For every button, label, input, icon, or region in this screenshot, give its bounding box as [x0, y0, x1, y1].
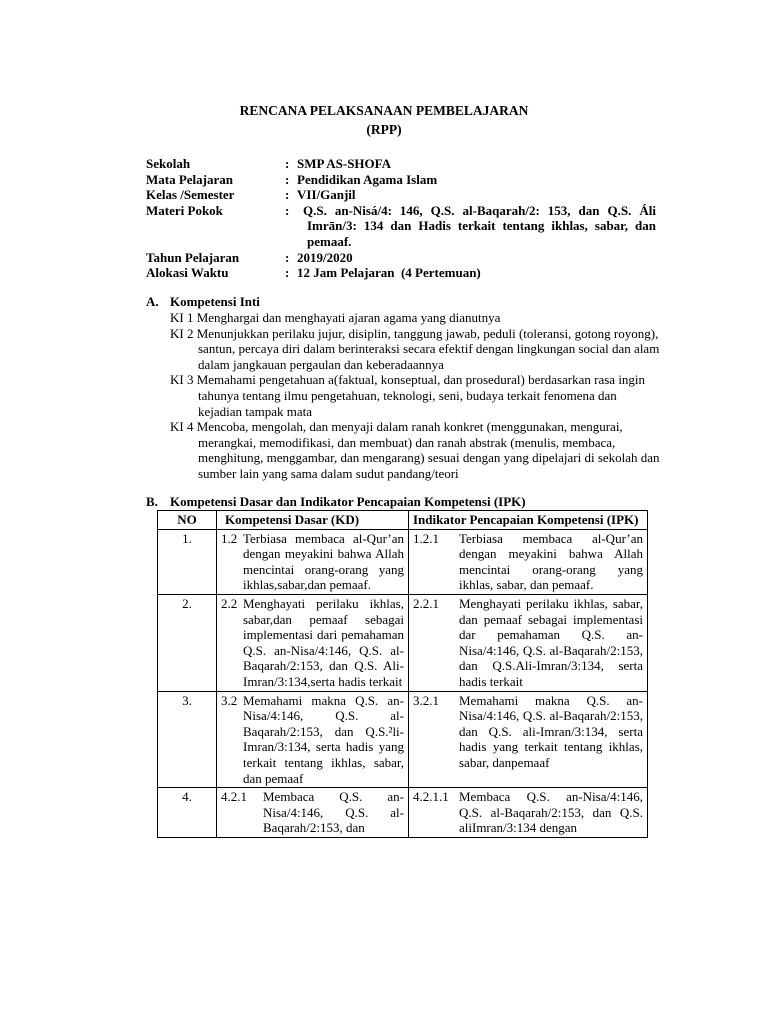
- row-number: 3.: [158, 691, 217, 788]
- ipk-number: 1.2.1: [413, 530, 439, 546]
- identity-label: Mata Pelajaran: [146, 171, 234, 187]
- competency-table: [157, 510, 648, 838]
- section-letter: B.: [146, 494, 158, 509]
- identity-block: [146, 156, 656, 281]
- kd-number: 3.2: [221, 692, 238, 708]
- identity-row-subject: [146, 172, 656, 188]
- identity-colon: :: [285, 187, 290, 203]
- ipk-cell: [409, 529, 648, 594]
- identity-row-year: [146, 250, 656, 266]
- kd-cell: [217, 788, 409, 838]
- core-competency-list: [170, 310, 660, 482]
- identity-value: 2019/2020: [297, 249, 353, 265]
- kd-number: 1.2: [221, 530, 238, 546]
- identity-colon: :: [285, 249, 290, 265]
- ipk-cell: [409, 788, 648, 838]
- identity-label: Sekolah: [146, 156, 191, 171]
- ipk-number: 2.2.1: [413, 595, 439, 611]
- table-row: [158, 594, 648, 691]
- identity-row-topic: [146, 203, 656, 250]
- section-letter: A.: [146, 294, 159, 309]
- ipk-cell: [409, 691, 648, 788]
- identity-row-time: [146, 265, 656, 281]
- column-header-ipk: Indikator Pencapaian Kompetensi (IPK): [409, 511, 648, 530]
- column-header-kd: Kompetensi Dasar (KD): [217, 511, 409, 530]
- ipk-text: Membaca Q.S. an-Nisa/4:146, Q.S. al-Baqarah/2:153, dan Q.S. aliImran/3:134 dengan: [459, 789, 643, 836]
- table-row: [158, 529, 648, 594]
- table-header-row: [158, 511, 648, 530]
- row-number: 2.: [158, 594, 217, 691]
- table-row: [158, 691, 648, 788]
- row-number: 4.: [158, 788, 217, 838]
- identity-value: Pendidikan Agama Islam: [297, 171, 438, 187]
- ipk-number: 3.2.1: [413, 692, 439, 708]
- kd-number: 4.2.1: [221, 789, 247, 805]
- identity-value: 12 Jam Pelajaran (4 Pertemuan): [297, 265, 481, 281]
- document-subtitle: (RPP): [366, 122, 402, 137]
- list-item: KI 1 Menghargai dan menghayati ajaran agama yang dianutnya: [170, 310, 501, 325]
- identity-label: Materi Pokok: [146, 202, 223, 218]
- kd-cell: [217, 594, 409, 691]
- list-item: KI 2 Menunjukkan perilaku jujur, disiplin, tanggung jawab, peduli (toleransi, gotong royong), santun, percaya diri dalam berinteraksi secara efektif dengan lingkungan social dan alam dalam jangkauan pergaulan dan keberadaannya: [170, 325, 660, 372]
- section-title: Kompetensi Dasar dan Indikator Pencapaian Kompetensi (IPK): [170, 494, 526, 509]
- identity-row-class: [146, 187, 656, 203]
- kd-text: Memahami makna Q.S. an-Nisa/4:146, Q.S. al-Baqarah/2:153, dan Q.S.²li-Imran/3:134, serta hadis yang terkait tentang ikhlas, sabar, dan pemaaf: [243, 692, 404, 786]
- list-item: KI 3 Memahami pengetahuan a(faktual, konseptual, dan prosedural) berdasarkan rasa ingin tahunya tentang ilmu pengetahuan, teknologi, seni, budaya terkait fenomena dan kejadian tampak mata: [170, 372, 646, 419]
- kd-cell: [217, 691, 409, 788]
- kd-text: Terbiasa membaca al-Qur’an dengan meyakini bahwa Allah mencintai orang-orang yang ikhlas,sabar,dan pemaaf.: [243, 530, 404, 593]
- identity-value: VII/Ganjil: [297, 187, 356, 203]
- list-item: KI 4 Mencoba, mengolah, dan menyaji dalam ranah konkret (menggunakan, mengurai, merangkai, memodifikasi, dan membuat) dan ranah abstrak (menulis, membaca, menghitung, menggambar, dan mengarang) sesuai dengan yang dipelajari di sekolah dan sumber lain yang sama dalam sudut pandang/teori: [170, 419, 660, 481]
- kd-text: Membaca Q.S. an-Nisa/4:146, Q.S. al-Baqarah/2:153, dan: [263, 789, 404, 836]
- section-title: Kompetensi Inti: [170, 294, 260, 309]
- table-row: [158, 788, 648, 838]
- identity-value: SMP AS-SHOFA: [297, 156, 392, 171]
- row-number: 1.: [158, 529, 217, 594]
- ipk-cell: [409, 594, 648, 691]
- kd-number: 2.2: [221, 595, 238, 611]
- identity-colon: :: [285, 156, 290, 171]
- identity-value: Q.S. an-Nisá/4: 146, Q.S. al-Baqarah/2: 153, dan Q.S. Áli Imrān/3: 134 dan Hadis terkait tentang ikhlas, sabar, dan pemaaf.: [303, 202, 656, 249]
- identity-colon: :: [285, 171, 290, 187]
- ipk-text: Menghayati perilaku ikhlas, sabar, dan pemaaf sebagai implementasi dar pemahaman Q.S. an-Nisa/4:146, Q.S. al-Baqarah/2:153, dan Q.S.Ali-Imran/3:134, serta hadis terkait: [459, 595, 643, 689]
- kd-text: Menghayati perilaku ikhlas, sabar,dan pemaaf sebagai implementasi dari pemahaman Q.S. an-Nisa/4:146, Q.S. al-Baqarah/2:153, dan Q.S. Ali-Imran/3:134,serta hadis terkait: [243, 595, 404, 689]
- document-title: RENCANA PELAKSANAAN PEMBELAJARAN: [239, 103, 529, 118]
- identity-row-school: [146, 156, 656, 172]
- ipk-number: 4.2.1.1: [413, 789, 449, 805]
- section-a-heading: [146, 294, 656, 310]
- identity-label: Alokasi Waktu: [146, 265, 229, 281]
- section-b-heading: [146, 494, 656, 510]
- identity-colon: :: [285, 265, 290, 281]
- identity-colon: :: [285, 202, 290, 218]
- ipk-text: Terbiasa membaca al-Qur’an dengan meyakini bahwa Allah mencintai orang-orang yang ikhlas, sabar, dan pemaaf.: [459, 530, 643, 593]
- identity-label: Kelas /Semester: [146, 187, 235, 203]
- column-header-no: NO: [158, 511, 217, 530]
- kd-cell: [217, 529, 409, 594]
- identity-label: Tahun Pelajaran: [146, 249, 240, 265]
- ipk-text: Memahami makna Q.S. an-Nisa/4:146, Q.S. al-Baqarah/2:153, dan Q.S. ali-Imran/3:134, serta hadis yang terkait tentang ikhlas, sabar, danpemaaf: [459, 692, 643, 770]
